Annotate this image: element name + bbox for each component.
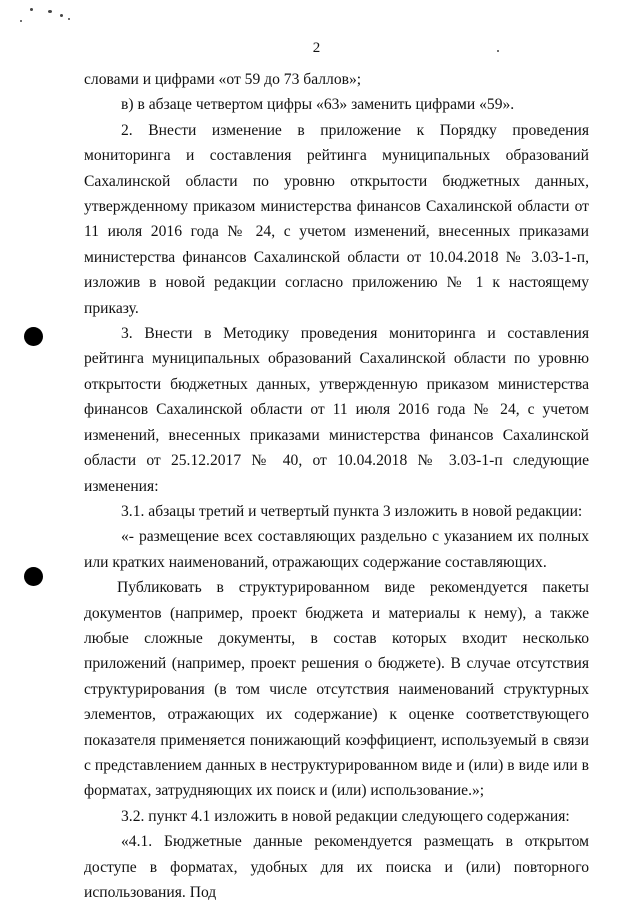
paragraph-continuation: словами и цифрами «от 59 до 73 баллов»; [84, 71, 362, 88]
punch-hole-bottom [24, 567, 43, 586]
document-body [84, 67, 589, 905]
paragraph-3-2: 3.2. пункт 4.1 изложить в новой редакции следующего содержания: [121, 807, 570, 825]
scan-speck [60, 14, 63, 17]
paragraph-quote-1: «- размещение всех составляющих раздельно с указанием их полных или кратких наименований, отражающих содержание составляющих. [84, 528, 589, 571]
paragraph-4-1: «4.1. Бюджетные данные рекомендуется размещать в открытом доступе в форматах, удобных для их поиска и (или) повторного использования. Под [84, 833, 589, 901]
scan-speck [48, 10, 52, 13]
scan-speck [20, 20, 22, 22]
paragraph-2: 2. Внести изменение в приложение к Порядку проведения мониторинга и составления рейтинга муниципальных образований Сахалинской области по уровню открытости бюджетных данных, утвержденному приказом министерства финансов Сахалинской области от 11 июля 2016 года № 24, с учетом изменений, внесенных приказами министерства финансов Сахалинской области от 10.04.2018 № 3.03-1-п, изложив в новой редакции согласно приложению № 1 к настоящему приказу. [84, 121, 589, 317]
punch-hole-top [24, 327, 43, 346]
paragraph-3-1: 3.1. абзацы третий и четвертый пункта 3 изложить в новой редакции: [121, 502, 583, 520]
scan-speck [68, 18, 70, 20]
paragraph-3: 3. Внести в Методику проведения мониторинга и составления рейтинга муниципальных образований Сахалинской области по уровню открытости бюджетных данных, утвержденную приказом министерства финансов Сахалинской области от 11 июля 2016 года № 24, с учетом изменений, внесенных приказами министерства финансов Сахалинской области от 25.12.2017 № 40, от 10.04.2018 № 3.03-1-п следующие изменения: [84, 325, 589, 495]
paragraph-quote-2: Публиковать в структурированном виде рекомендуется пакеты документов (например, проект бюджета и материалы к нему), а также любые сложные документы, в состав которых входит несколько приложений (например, проект решения о бюджете). В случае отсутствия структурирования (в том числе отсутствия наименований структурных элементов, отражающих их содержание) к оценке соответствующего показателя применяется понижающий коэффициент, используемый в связи с представлением данных в неструктурированном виде и (или) в виде или в форматах, затрудняющих их поиск и (или) использование.»; [84, 579, 589, 800]
page-number: 2 [312, 40, 321, 56]
scan-speck [30, 8, 33, 11]
paragraph-item-v: в) в абзаце четвертом цифры «63» заменить цифрами «59». [121, 96, 515, 114]
